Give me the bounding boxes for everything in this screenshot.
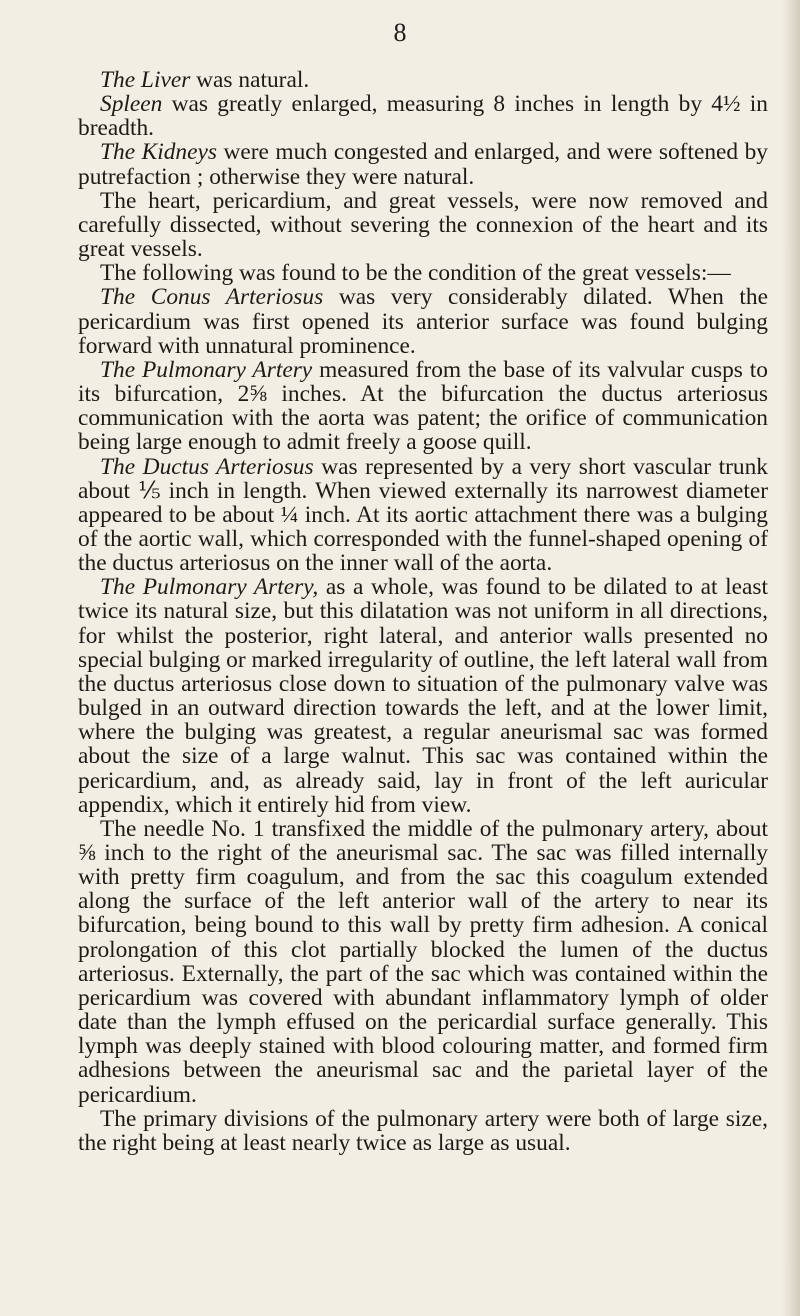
- paragraph-heading: The Pulmonary Artery,: [100, 574, 319, 601]
- paragraph: [78, 68, 768, 92]
- body-text: [78, 68, 768, 1155]
- paragraph: [78, 358, 768, 455]
- paragraph: [78, 817, 768, 1107]
- paragraph-body: The heart, pericardium, and great vessels, were now removed and carefully dissected, without severing the connexion of the heart and its great vessels.: [78, 187, 768, 263]
- paragraph: [78, 285, 768, 357]
- paragraph-body: The needle No. 1 transfixed the middle of the pulmonary artery, about ⅝ inch to the right of the aneurismal sac. The sac was filled internally with pretty firm coagulum, and from the sac this coagulum extended along the surface of the left anterior wall of the artery to near its bifurcation, being bound to this wall by pretty firm adhesion. A conical prolongation of this clot partially blocked the lumen of the ductus arteriosus. Externally, the part of the sac which was contained within the pericardium was covered with abundant inflammatory lymph of older date than the lymph effused on the pericardial surface generally. This lymph was deeply stained with blood colouring matter, and formed firm adhesions between the aneurismal sac and the parietal layer of the pericardium.: [78, 815, 768, 1108]
- paragraph: [78, 1107, 768, 1155]
- paragraph-heading: Spleen: [100, 91, 163, 118]
- paragraph: [78, 455, 768, 576]
- paragraph-body: was very considerably dilated. When the pericardium was first opened its anterior surface was found bulging forward with unnatural prominence.: [78, 284, 768, 359]
- paragraph: [78, 140, 768, 188]
- paragraph: [78, 189, 768, 261]
- paragraph-body: was represented by a very short vascular trunk about ⅕ inch in length. When viewed externally its narrowest diameter appeared to be about ¼ inch. At its aortic attachment there was a bulging of the aortic wall, which corresponded with the funnel-shaped opening of the ductus arteriosus on the inner wall of the aorta.: [78, 453, 769, 577]
- paragraph: [78, 575, 768, 817]
- paragraph-body: were much congested and enlarged, and were softened by putrefaction ; otherwise they were natural.: [78, 139, 768, 190]
- paragraph-heading: The Ductus Arteriosus: [100, 453, 314, 480]
- paragraph-body: The following was found to be the condition of the great vessels:—: [100, 260, 731, 287]
- paragraph-body: as a whole, was found to be dilated to at least twice its natural size, but this dilatation was not uniform in all directions, for whilst the posterior, right lateral, and anterior walls presented no special bulging or marked irregularity of outline, the left lateral wall from the ductus arteriosus close down to situation of the pulmonary valve was bulged in an outward direction towards the left, and at the lower limit, where the bulging was greatest, a regular aneurismal sac was formed about the size of a large walnut. This sac was contained within the pericardium, and, as already said, lay in front of the left auricular appendix, which it entirely hid from view.: [78, 574, 768, 818]
- page-edge-shadow: [782, 0, 800, 1316]
- paragraph-body: was greatly enlarged, measuring 8 inches in length by 4½ in breadth.: [78, 91, 768, 142]
- paragraph-heading: The Liver: [100, 67, 191, 93]
- page-number: 8: [393, 18, 407, 47]
- paragraph-body: The primary divisions of the pulmonary artery were both of large size, the right being at least nearly twice as large as usual.: [78, 1105, 768, 1156]
- paragraph-heading: The Conus Arteriosus: [100, 284, 324, 311]
- paragraph-heading: The Pulmonary Artery: [100, 356, 313, 383]
- paragraph: [78, 92, 768, 140]
- paragraph-body: measured from the base of its valvular cusps to its bifurcation, 2⅝ inches. At the bifurcation the ductus arteriosus communication with the aorta was patent; the orifice of communication being large enough to admit freely a goose quill.: [78, 356, 768, 456]
- paragraph: [78, 261, 768, 285]
- paragraph-heading: The Kidneys: [100, 139, 217, 166]
- paragraph-body: was natural.: [190, 67, 310, 93]
